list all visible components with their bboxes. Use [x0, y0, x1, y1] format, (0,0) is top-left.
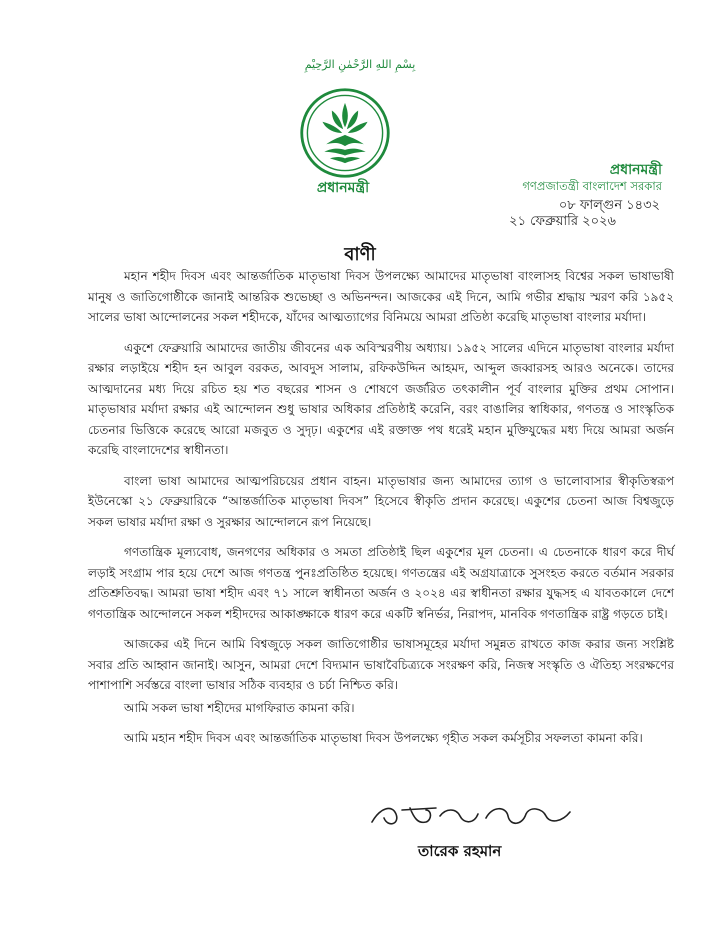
paragraph: আমি মহান শহীদ দিবস এবং আন্তর্জাতিক মাতৃভাষা দিবস উপলক্ষ্যে গৃহীত সকল কর্মসূচীর সফলতা কামনা করি। [124, 731, 643, 745]
paragraph: আজকের এই দিনে আমি বিশ্বজুড়ে সকল জাতিগোষ্ঠীর ভাষাসমূহের মর্যাদা সমুন্নত রাখতে কাজ করার জন্য সংশ্লিষ্ট সবার প্রতি আহ্বান জানাই। আসুন, আমরা দেশে বিদ্যমান ভাষাবৈচিত্র্যকে সংরক্ষণ করি, নিজস্ব সংস্কৃতি ও ঐতিহ্য সংরক্ষণের পাশাপাশি সর্বস্তরে বাংলা ভাষার সঠিক ব্যবহার ও চর্চা নিশ্চিত করি। [88, 637, 674, 692]
paragraph: আমি সকল ভাষা শহীদের মাগফিরাত কামনা করি। [124, 700, 355, 715]
date-gregorian: ২১ ফেব্রুয়ারি ২০২৬ [509, 214, 616, 229]
bismillah-calligraphy: بِسْمِ اللهِ الرَّحْمٰنِ الرَّحِيْمِ [304, 58, 416, 71]
paragraph: একুশে ফেব্রুয়ারি আমাদের জাতীয় জীবনের এক অবিস্মরণীয় অধ্যায়। ১৯৫২ সালের এদিনে মাতৃভাষা বাংলার মর্যাদা রক্ষার লড়াইয়ে শহীদ হন আবুল বরকত, আবদুস সালাম, রফিকউদ্দিন আহমদ, আব্দুল জব্বারসহ আরও অনেকে। তাদের আত্মদানের মধ্য দিয়ে রচিত হয় শত বছরের শাসন ও শোষণে জর্জরিত তৎকালীন পূর্ব বাংলার মুক্তির প্রথম সোপান। মাতৃভাষার মর্যাদা রক্ষার এই আন্দোলন শুধু ভাষার অধিকার প্রতিষ্ঠাই করেনি, বরং বাঙালির স্বাধিকার, গণতন্ত্র ও সাংস্কৃতিক চেতনার ভিত্তিকে করেছে আরো মজবুত ও সুদৃঢ়। একুশের এই রক্তাক্ত পথ ধরেই মহান মুক্তিযুদ্ধের মধ্য দিয়ে আমরা অর্জন করেছি বাংলাদেশের স্বাধীনতা। [88, 340, 674, 457]
handwritten-signature [366, 796, 576, 836]
message-title: বাণী [344, 244, 376, 265]
message-body [88, 266, 674, 759]
paragraph: মহান শহীদ দিবস এবং আন্তর্জাতিক মাতৃভাষা দিবস উপলক্ষ্যে আমাদের মাতৃভাষা বাংলাসহ বিশ্বের সকল ভাষাভাষী মানুষ ও জাতিগোষ্ঠীকে জানাই আন্তরিক শুভেচ্ছা ও অভিনন্দন। আজকের এই দিনে, আমি গভীর শ্রদ্ধায় স্মরণ করি ১৯৫২ সালের ভাষা আন্দোলনের সকল শহীদকে, যাঁদের আত্মত্যাগের বিনিময়ে আমরা প্রতিষ্ঠা করেছি মাতৃভাষা বাংলার মর্যাদা। [88, 269, 674, 324]
seal-caption: প্রধানমন্ত্রী [316, 180, 370, 196]
paragraph: গণতান্ত্রিক মূল্যবোধ, জনগণের অধিকার ও সমতা প্রতিষ্ঠাই ছিল একুশের মূল চেতনা। এ চেতনাকে ধারণ করে দীর্ঘ লড়াই সংগ্রাম পার হয়ে দেশে আজ গণতন্ত্র পুনঃপ্রতিষ্ঠিত হয়েছে। গণতন্ত্রের এই অগ্রযাত্রাকে সুসংহত করতে বর্তমান সরকার প্রতিশ্রুতিবদ্ধ। আমরা ভাষা শহীদ এবং ৭১ সালে স্বাধীনতা অর্জন ও ২০২৪ এর স্বাধীনতা রক্ষার যুদ্ধসহ এ যাবতকালে দেশে গণতান্ত্রিক আন্দোলনে সকল শহীদদের আকাঙ্ক্ষাকে ধারণ করে একটি স্বনির্ভর, নিরাপদ, মানবিক গণতান্ত্রিক রাষ্ট্র গড়তে চাই। [88, 545, 674, 621]
government-seal-icon [298, 86, 392, 180]
paragraph: বাংলা ভাষা আমাদের আত্মপরিচয়ের প্রধান বাহন। মাতৃভাষার জন্য আমাদের ত্যাগ ও ভালোবাসার স্বীকৃতিস্বরূপ ইউনেস্কো ২১ ফেব্রুয়ারিকে “আন্তর্জাতিক মাতৃভাষা দিবস” হিসেবে স্বীকৃতি প্রদান করেছে। একুশের চেতনা আজ বিশ্বজুড়ে সকল ভাষার মর্যাদা রক্ষা ও সুরক্ষার আন্দোলনে রূপ নিয়েছে। [88, 473, 674, 529]
signer-name: তারেক রহমান [418, 842, 502, 860]
date-bangla: ০৮ ফাল্গুন ১৪৩২ [558, 198, 660, 213]
office-subtitle: গণপ্রজাতন্ত্রী বাংলাদেশ সরকার [522, 179, 662, 193]
office-title: প্রধানমন্ত্রী [609, 162, 662, 178]
